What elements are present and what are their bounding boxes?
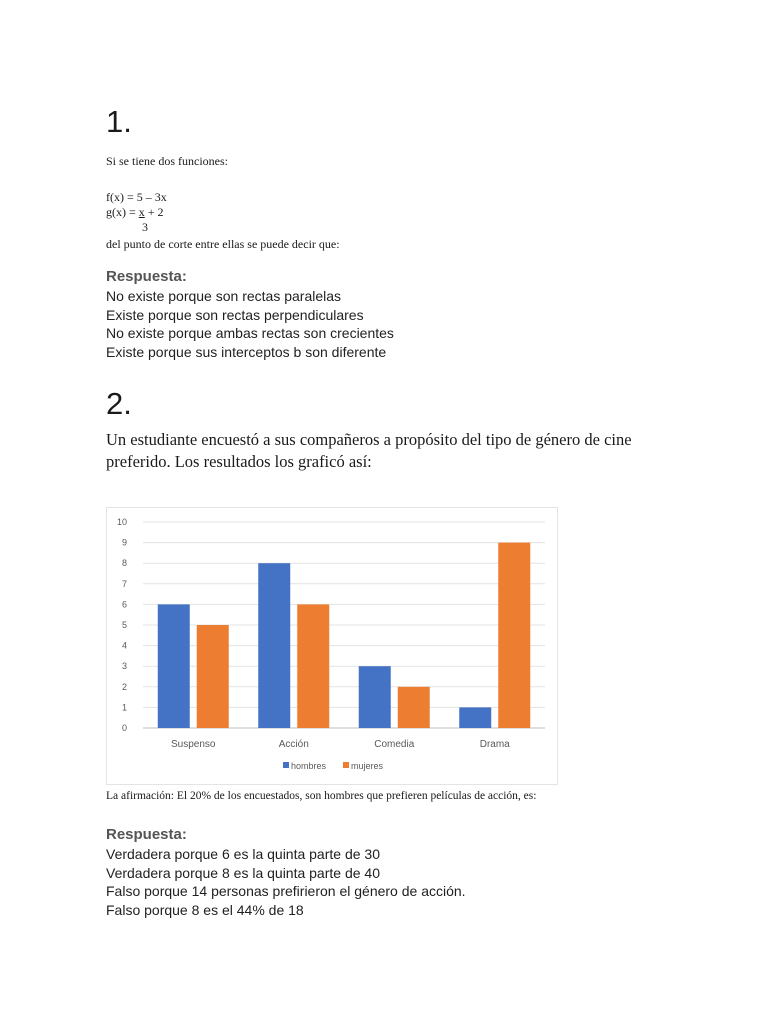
answer-1-option[interactable]: No existe porque son rectas paralelas [106,288,342,304]
y-tick-label: 8 [121,558,127,569]
bar-mujeres [498,543,530,728]
y-tick-label: 7 [121,578,127,589]
x-tick-label: Suspenso [171,739,216,750]
question-1-text: del punto de corte entre ellas se puede decir que: [106,237,340,251]
answer-2-option[interactable]: Falso porque 8 es el 44% de 18 [106,901,304,918]
legend-label: mujeres [351,761,384,771]
y-tick-label: 10 [116,517,127,527]
x-tick-label: Drama [479,739,510,750]
question-2-intro: Un estudiante encuestó a sus compañeros a propósito del tipo de género de cine preferido. Los resultados los graficó así: [106,430,632,471]
bar-hombres [158,604,190,728]
y-tick-label: 6 [121,599,127,610]
answer-2-title: Respuesta: [106,826,187,843]
function-g-denominator: 3 [142,220,148,234]
question-2-number: 2. [106,386,132,421]
x-tick-label: Acción [278,739,309,750]
question-2-statement: La afirmación: El 20% de los encuestados, son hombres que prefieren películas de acción, es: [106,790,537,802]
y-tick-label: 5 [121,620,127,630]
answer-1-option[interactable]: No existe porque ambas rectas son crecientes [106,325,394,341]
answer-1-option[interactable]: Existe porque son rectas perpendiculares [106,306,364,323]
legend-swatch-hombres [283,762,289,768]
bar-chart-svg [107,508,559,786]
bar-hombres [359,666,391,728]
answer-2-option[interactable]: Verdadera porque 6 es la quinta parte de 30 [106,846,380,862]
bar-hombres [459,707,491,728]
y-tick-label: 4 [121,640,127,651]
function-g-prefix: g(x) = [106,205,139,219]
bar-mujeres [297,604,329,728]
legend-label: hombres [291,761,327,771]
question-1-intro: Si se tiene dos funciones: [106,154,228,168]
legend-swatch-mujeres [343,762,349,768]
answer-1-options [106,287,394,361]
function-f: f(x) = 5 – 3x [106,190,167,204]
function-g-suffix: + 2 [144,205,164,219]
y-tick-label: 9 [121,537,127,548]
x-tick-label: Comedia [374,739,415,750]
function-g-numerator: x [138,205,145,219]
y-tick-label: 2 [121,681,127,692]
y-tick-label: 0 [121,723,127,733]
y-tick-label: 3 [121,661,127,672]
bar-mujeres [197,625,229,728]
answer-2-options [106,845,466,919]
answer-1-option[interactable]: Existe porque sus interceptos b son diferente [106,343,387,360]
question-1-number: 1. [106,104,132,139]
bar-mujeres [398,687,430,728]
y-tick-label: 1 [121,702,127,713]
bar-hombres [258,563,290,728]
function-g [106,205,164,220]
bar-chart [106,507,558,785]
answer-2-option[interactable]: Verdadera porque 8 es la quinta parte de 40 [106,864,380,881]
answer-2-option[interactable]: Falso porque 14 personas prefirieron el género de acción. [106,883,466,899]
answer-1-title: Respuesta: [106,268,187,285]
